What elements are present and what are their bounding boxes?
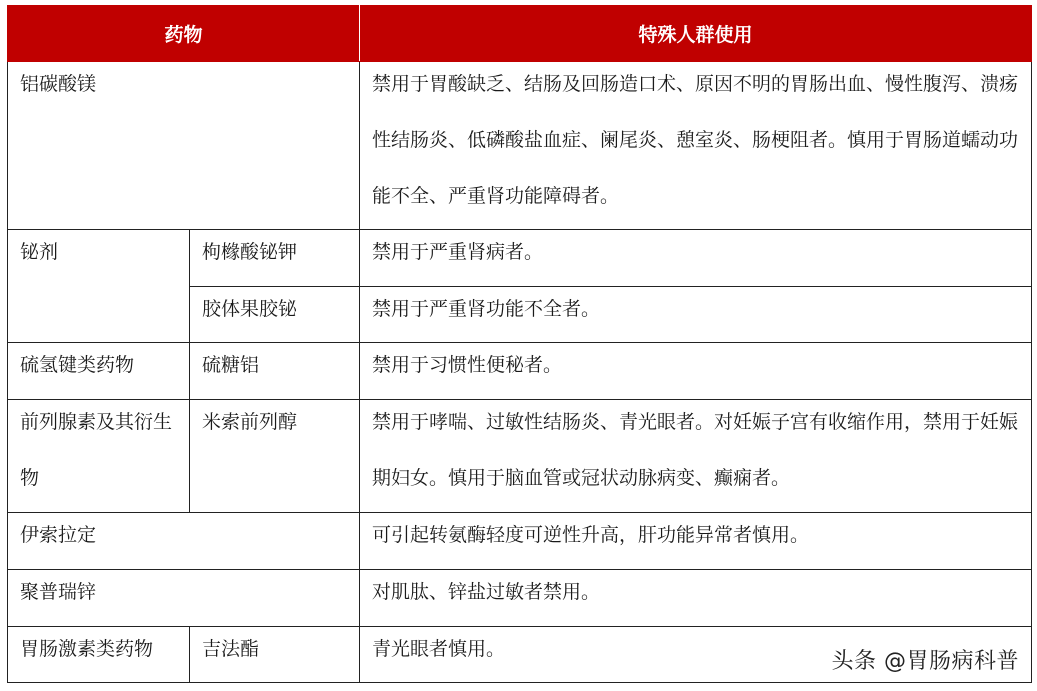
drug-cell xyxy=(8,343,190,400)
sub-drug-cell xyxy=(190,230,360,287)
drug-name: 铋剂 xyxy=(20,241,59,263)
usage-cell xyxy=(360,62,1032,230)
drug-name: 铝碳酸镁 xyxy=(20,73,97,95)
usage-cell xyxy=(360,287,1032,343)
usage-text: 对肌肽、锌盐过敏者禁用。 xyxy=(372,581,601,603)
usage-cell xyxy=(360,513,1032,570)
usage-text: 禁用于胃酸缺乏、结肠及回肠造口术、原因不明的胃肠出血、慢性腹泻、溃疡性结肠炎、低磷酸盐血症、阑尾炎、憩室炎、肠梗阻者。慎用于胃肠道蠕动功能不全、严重肾功能障碍者。 xyxy=(372,73,1019,207)
drug-name: 聚普瑞锌 xyxy=(20,581,97,603)
sub-drug-cell xyxy=(190,627,360,683)
drug-name: 硫氢键类药物 xyxy=(20,354,135,376)
sub-drug-name: 枸橼酸铋钾 xyxy=(202,241,298,263)
drug-cell xyxy=(8,400,190,513)
usage-cell xyxy=(360,400,1032,513)
usage-cell xyxy=(360,570,1032,627)
table-row xyxy=(8,230,1032,287)
watermark: 头条 @胃肠病科普 xyxy=(831,649,1019,674)
drug-name: 伊索拉定 xyxy=(20,524,97,546)
sub-drug-name: 硫糖铝 xyxy=(202,354,260,376)
sub-drug-name: 吉法酯 xyxy=(202,638,260,660)
header-drug: 药物 xyxy=(8,6,360,62)
usage-text: 禁用于哮喘、过敏性结肠炎、青光眼者。对妊娠子宫有收缩作用，禁用于妊娠期妇女。慎用于脑血管或冠状动脉病变、癫痫者。 xyxy=(372,411,1019,489)
table-row xyxy=(8,62,1032,230)
drug-cell xyxy=(8,513,360,570)
usage-cell xyxy=(360,343,1032,400)
sub-drug-cell xyxy=(190,287,360,343)
usage-cell xyxy=(360,230,1032,287)
drug-cell xyxy=(8,627,190,683)
sub-drug-name: 米索前列醇 xyxy=(202,411,298,433)
usage-text: 可引起转氨酶轻度可逆性升高，肝功能异常者慎用。 xyxy=(372,524,810,546)
usage-text: 禁用于严重肾功能不全者。 xyxy=(372,298,601,320)
sub-drug-cell xyxy=(190,343,360,400)
usage-text: 禁用于习惯性便秘者。 xyxy=(372,354,563,376)
header-special-population-usage: 特殊人群使用 xyxy=(360,6,1032,62)
usage-text: 禁用于严重肾病者。 xyxy=(372,241,544,263)
drug-name: 前列腺素及其衍生物 xyxy=(20,411,173,489)
drug-cell xyxy=(8,570,360,627)
table-header-row xyxy=(8,6,1032,62)
table-row xyxy=(8,400,1032,513)
drug-cell xyxy=(8,230,190,343)
sub-drug-name: 胶体果胶铋 xyxy=(202,298,298,320)
drug-usage-table xyxy=(7,5,1032,683)
table-row xyxy=(8,570,1032,627)
sub-drug-cell xyxy=(190,400,360,513)
table-row xyxy=(8,513,1032,570)
drug-cell xyxy=(8,62,360,230)
drug-name: 胃肠激素类药物 xyxy=(20,638,154,660)
usage-text: 青光眼者慎用。 xyxy=(372,638,506,660)
table-row xyxy=(8,343,1032,400)
